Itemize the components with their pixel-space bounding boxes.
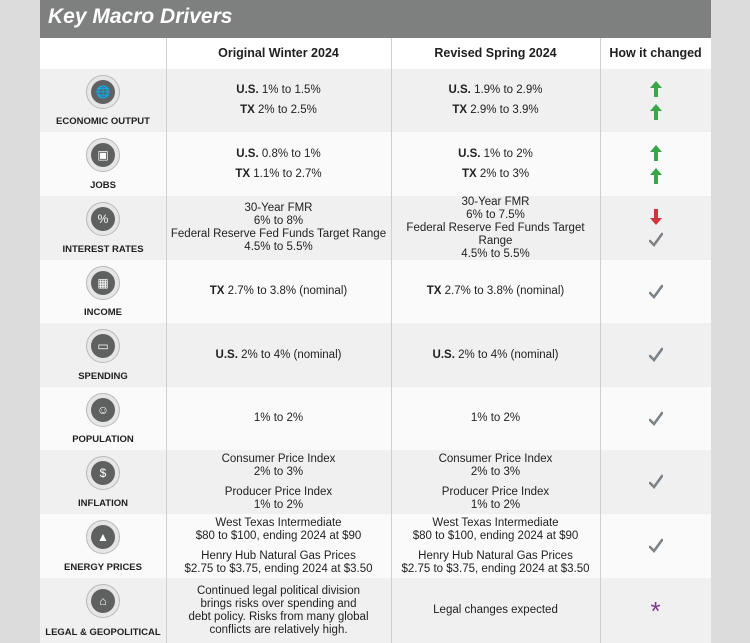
value-line: $80 to $100, ending 2024 at $90: [412, 529, 579, 542]
region-label: TX: [209, 285, 225, 297]
value-line: [236, 148, 320, 161]
check-icon: [649, 474, 663, 490]
check-icon: [649, 284, 663, 300]
revised-cell: [391, 387, 600, 450]
driver-cell: [40, 514, 166, 578]
table-row: [40, 514, 711, 578]
value-line: $2.75 to $3.75, ending 2024 at $3.50: [401, 562, 590, 575]
driver-cell: [40, 69, 166, 132]
driver-cell: [40, 323, 166, 387]
driver-cell: [40, 260, 166, 323]
change-cell: [600, 450, 711, 514]
column-divider: [166, 38, 167, 643]
change-cell: [600, 132, 711, 196]
original-cell: [166, 387, 391, 450]
value-line: Legal changes expected: [433, 604, 558, 616]
original-cell: [166, 323, 391, 387]
header-change: How it changed: [609, 46, 702, 60]
icon-badge: [86, 266, 120, 300]
value-line: Federal Reserve Fed Funds Target Range: [406, 221, 585, 247]
change-cell: [600, 387, 711, 450]
value-line: West Texas Intermediate: [215, 516, 342, 529]
table-row: [40, 132, 711, 196]
title-bar: [40, 0, 711, 38]
region-label: U.S.: [236, 147, 259, 160]
arrow-up-icon: [649, 145, 663, 161]
header-original: Original Winter 2024: [218, 46, 339, 60]
range-text: 1.1% to 2.7%: [250, 167, 322, 180]
column-divider: [391, 38, 392, 643]
flame-icon: ▲: [91, 525, 115, 549]
value-line: $2.75 to $3.75, ending 2024 at $3.50: [184, 562, 373, 575]
change-cell: [600, 514, 711, 578]
people-icon: ☺: [91, 398, 115, 422]
value-line: [236, 84, 320, 97]
check-icon: [649, 538, 663, 554]
original-cell: [166, 196, 391, 260]
region-label: U.S.: [458, 147, 481, 160]
driver-label: POPULATION: [72, 434, 134, 445]
region-label: TX: [235, 167, 251, 180]
icon-badge: [86, 584, 120, 618]
value-line: 1% to 2%: [470, 498, 521, 511]
value-line: $80 to $100, ending 2024 at $90: [195, 529, 362, 542]
value-line: 4.5% to 5.5%: [244, 241, 313, 253]
range-text: 2% to 2.5%: [254, 104, 317, 116]
value-line: 1% to 2%: [253, 412, 304, 424]
value-line: [216, 349, 342, 362]
range-text: 1.9% to 2.9%: [470, 84, 543, 96]
capitol-icon: ⌂: [91, 589, 115, 613]
calculator-icon: ▦: [91, 271, 115, 295]
driver-label: JOBS: [90, 180, 116, 191]
driver-cell: [40, 387, 166, 450]
table-row: [40, 578, 711, 643]
value-line: 6% to 7.5%: [466, 208, 525, 221]
arrow-up-icon: [649, 104, 663, 120]
range-text: 2% to 4% (nominal): [237, 348, 342, 361]
change-cell: [600, 578, 711, 643]
icon-badge: [86, 393, 120, 427]
revised-cell: [391, 514, 600, 578]
globe-dollar-icon: 🌐: [91, 80, 115, 104]
icon-badge: [86, 520, 120, 554]
original-cell: [166, 578, 391, 643]
region-label: TX: [240, 104, 255, 116]
value-line: [458, 148, 533, 161]
value-line: Consumer Price Index: [438, 452, 553, 465]
hand-card-icon: ▭: [91, 334, 115, 358]
driver-cell: [40, 132, 166, 196]
value-line: 4.5% to 5.5%: [461, 247, 530, 260]
region-label: U.S.: [448, 84, 471, 96]
revised-cell: [391, 132, 600, 196]
percent-hand-icon: %: [91, 207, 115, 231]
original-cell: [166, 260, 391, 323]
briefcase-icon: ▣: [91, 143, 115, 167]
table-row: [40, 323, 711, 387]
range-text: 0.8% to 1%: [258, 147, 321, 160]
table-header: [40, 38, 711, 69]
value-line: Henry Hub Natural Gas Prices: [418, 549, 573, 562]
region-label: U.S.: [432, 348, 455, 361]
revised-cell: [391, 323, 600, 387]
region-label: U.S.: [215, 348, 238, 361]
value-line: Federal Reserve Fed Funds Target Range: [170, 228, 387, 240]
range-text: 2% to 4% (nominal): [454, 348, 559, 361]
driver-cell: [40, 450, 166, 514]
value-line: 1% to 2%: [470, 412, 521, 424]
change-cell: [600, 196, 711, 260]
asterisk-icon: *: [650, 595, 661, 626]
value-line: [462, 168, 529, 181]
value-line: [452, 104, 538, 117]
value-line: [433, 349, 559, 362]
driver-label: INTEREST RATES: [62, 244, 144, 255]
range-text: 2% to 3%: [476, 167, 530, 180]
arrow-up-icon: [649, 168, 663, 184]
driver-label: ECONOMIC OUTPUT: [56, 116, 150, 127]
value-line: [235, 168, 321, 181]
range-text: 1% to 1.5%: [258, 84, 321, 96]
region-label: TX: [426, 285, 442, 297]
check-icon: [649, 347, 663, 363]
check-icon: [649, 232, 663, 248]
column-divider: [600, 38, 601, 643]
icon-badge: [86, 138, 120, 172]
macro-drivers-table: [40, 0, 711, 643]
driver-label: ENERGY PRICES: [64, 562, 142, 573]
value-line: 2% to 3%: [470, 465, 521, 478]
change-cell: [600, 69, 711, 132]
region-label: TX: [461, 167, 477, 180]
region-label: U.S.: [236, 84, 259, 96]
value-line: Henry Hub Natural Gas Prices: [201, 549, 356, 562]
table-row: [40, 196, 711, 260]
revised-cell: [391, 260, 600, 323]
value-line: Producer Price Index: [441, 485, 550, 498]
value-line: brings risks over spending and: [200, 597, 357, 610]
driver-cell: [40, 196, 166, 260]
region-label: TX: [452, 104, 468, 116]
value-line: 30-Year FMR: [461, 195, 530, 208]
original-cell: [166, 514, 391, 578]
revised-cell: [391, 450, 600, 514]
value-line: [449, 84, 543, 97]
value-line: debt policy. Risks from many global: [188, 610, 369, 623]
change-cell: [600, 260, 711, 323]
check-icon: [649, 411, 663, 427]
original-cell: [166, 132, 391, 196]
table-row: [40, 387, 711, 450]
value-line: [427, 285, 564, 298]
arrow-down-icon: [649, 209, 663, 225]
table-row: [40, 450, 711, 514]
driver-label: INFLATION: [78, 498, 128, 509]
range-text: 2.9% to 3.9%: [467, 104, 539, 116]
revised-cell: [391, 69, 600, 132]
header-revised: Revised Spring 2024: [434, 46, 557, 60]
icon-badge: [86, 75, 120, 109]
original-cell: [166, 450, 391, 514]
value-line: conflicts are relatively high.: [209, 623, 348, 636]
value-line: 6% to 8%: [253, 215, 304, 227]
arrow-up-icon: [649, 81, 663, 97]
icon-badge: [86, 456, 120, 490]
table-row: [40, 260, 711, 323]
driver-cell: [40, 578, 166, 643]
page-title: Key Macro Drivers: [48, 5, 233, 28]
driver-label: INCOME: [84, 307, 122, 318]
table-row: [40, 69, 711, 132]
icon-badge: [86, 329, 120, 363]
value-line: Producer Price Index: [224, 485, 333, 498]
driver-label: SPENDING: [78, 371, 128, 382]
original-cell: [166, 69, 391, 132]
range-text: 2.7% to 3.8% (nominal): [441, 285, 565, 297]
change-cell: [600, 323, 711, 387]
value-line: 1% to 2%: [253, 498, 304, 511]
value-line: [210, 285, 347, 298]
range-text: 1% to 2%: [480, 147, 533, 160]
range-text: 2.7% to 3.8% (nominal): [224, 285, 348, 297]
value-line: Continued legal political division: [196, 584, 361, 597]
value-line: Consumer Price Index: [221, 452, 336, 465]
value-line: West Texas Intermediate: [432, 516, 559, 529]
value-line: 30-Year FMR: [244, 202, 313, 214]
icon-badge: [86, 202, 120, 236]
revised-cell: [391, 196, 600, 260]
driver-label: LEGAL & GEOPOLITICAL: [45, 627, 161, 638]
revised-cell: [391, 578, 600, 643]
value-line: [240, 104, 317, 117]
value-line: 2% to 3%: [253, 465, 304, 478]
chart-dollar-icon: $: [91, 461, 115, 485]
